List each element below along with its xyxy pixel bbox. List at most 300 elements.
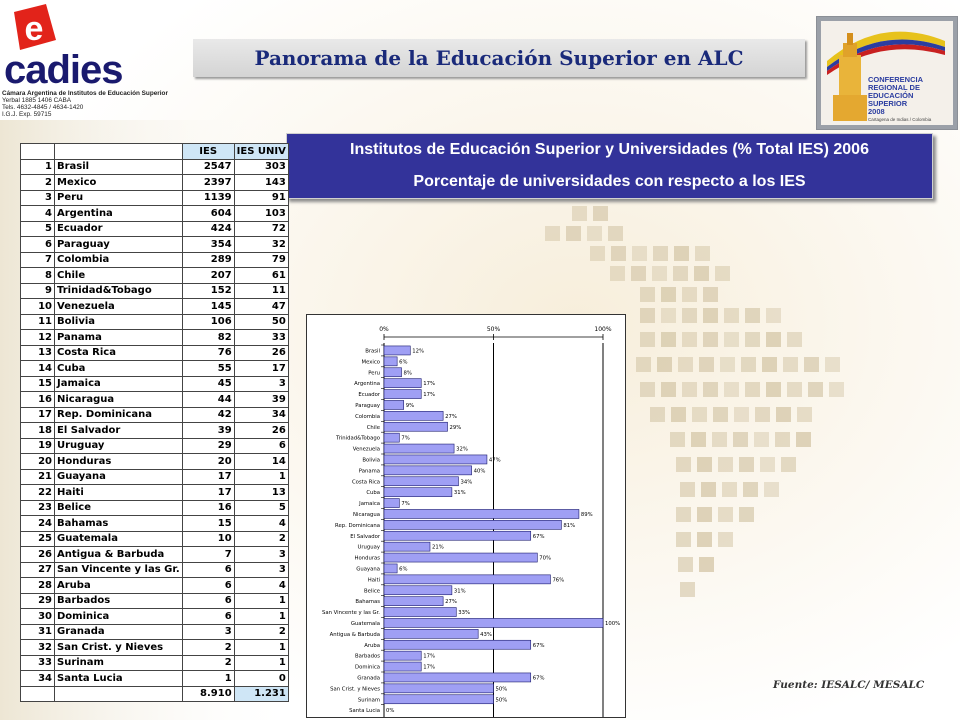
- row-ies: 424: [182, 221, 234, 237]
- header-ies-univ: IES UNIV: [234, 144, 288, 160]
- category-label: Uruguay: [357, 544, 380, 551]
- row-country: Costa Rica: [55, 345, 183, 361]
- value-label: 31%: [453, 490, 466, 497]
- x-tick-label: 50%: [486, 326, 501, 333]
- subtitle-line-2: Porcentaje de universidades con respecto a los IES: [413, 173, 806, 190]
- map-square: [695, 246, 710, 261]
- table-row: [21, 221, 289, 237]
- row-ies-univ: 103: [234, 206, 288, 222]
- row-index: 19: [21, 438, 55, 454]
- map-square: [718, 532, 733, 547]
- map-square: [718, 457, 733, 472]
- map-square: [703, 332, 718, 347]
- row-index: 3: [21, 190, 55, 206]
- row-ies: 2547: [182, 159, 234, 175]
- row-index: 17: [21, 407, 55, 423]
- row-ies-univ: 34: [234, 407, 288, 423]
- map-square: [671, 407, 686, 422]
- map-square: [680, 482, 695, 497]
- row-ies: 2: [182, 640, 234, 656]
- row-index: 18: [21, 423, 55, 439]
- row-country: Nicaragua: [55, 392, 183, 408]
- map-square: [661, 287, 676, 302]
- bar: [384, 662, 421, 671]
- map-square: [797, 407, 812, 422]
- bar: [384, 531, 531, 540]
- map-square: [766, 332, 781, 347]
- row-country: Antigua & Barbuda: [55, 547, 183, 563]
- map-square: [694, 266, 709, 281]
- row-index: 33: [21, 655, 55, 671]
- row-ies: 20: [182, 454, 234, 470]
- row-ies-univ: 17: [234, 361, 288, 377]
- map-square: [724, 382, 739, 397]
- row-index: 29: [21, 593, 55, 609]
- map-square: [713, 407, 728, 422]
- row-index: 9: [21, 283, 55, 299]
- table-row: [21, 578, 289, 594]
- row-ies-univ: 79: [234, 252, 288, 268]
- map-square: [754, 432, 769, 447]
- row-ies-univ: 91: [234, 190, 288, 206]
- map-square: [657, 357, 672, 372]
- category-label: Brasil: [365, 348, 380, 355]
- row-country: Dominica: [55, 609, 183, 625]
- table-row: [21, 314, 289, 330]
- row-country: Cuba: [55, 361, 183, 377]
- row-index: 22: [21, 485, 55, 501]
- map-square: [741, 357, 756, 372]
- row-index: 4: [21, 206, 55, 222]
- row-index: 32: [21, 640, 55, 656]
- map-square: [652, 266, 667, 281]
- map-square: [699, 357, 714, 372]
- category-label: Chile: [366, 424, 380, 431]
- value-label: 40%: [473, 468, 486, 475]
- row-country: Argentina: [55, 206, 183, 222]
- value-label: 67%: [532, 533, 545, 540]
- bar: [384, 673, 531, 682]
- bar: [384, 629, 478, 638]
- map-square: [590, 246, 605, 261]
- header-country-cell: [55, 144, 183, 160]
- value-label: 31%: [453, 588, 466, 595]
- map-square: [722, 482, 737, 497]
- map-square: [593, 206, 608, 221]
- category-label: Haiti: [367, 577, 380, 584]
- row-index: 34: [21, 671, 55, 687]
- category-label: Surinam: [357, 697, 380, 704]
- row-ies-univ: 3: [234, 547, 288, 563]
- value-label: 33%: [458, 610, 471, 617]
- category-label: Bahamas: [355, 599, 380, 606]
- category-label: Santa Lucia: [349, 708, 380, 715]
- value-label: 76%: [552, 577, 565, 584]
- map-square: [691, 432, 706, 447]
- value-label: 70%: [539, 555, 552, 562]
- map-square: [653, 246, 668, 261]
- row-index: 27: [21, 562, 55, 578]
- table-row: [21, 159, 289, 175]
- map-square: [678, 557, 693, 572]
- row-ies-univ: 4: [234, 578, 288, 594]
- map-square: [762, 357, 777, 372]
- row-country: Uruguay: [55, 438, 183, 454]
- source-note: Fuente: IESALC/ MESALC: [773, 679, 925, 691]
- bar: [384, 368, 402, 377]
- row-ies: 1: [182, 671, 234, 687]
- category-label: Honduras: [354, 555, 380, 562]
- table-row: [21, 485, 289, 501]
- row-country: Rep. Dominicana: [55, 407, 183, 423]
- category-label: San Vincente y las Gr.: [322, 610, 380, 617]
- value-label: 6%: [399, 359, 408, 366]
- value-label: 21%: [431, 544, 444, 551]
- row-ies: 76: [182, 345, 234, 361]
- totals-blank-1: [21, 686, 55, 702]
- logo-line-3: Tels. 4632-4845 / 4634-1420: [2, 104, 84, 111]
- table-row: [21, 609, 289, 625]
- row-ies-univ: 2: [234, 531, 288, 547]
- value-label: 43%: [480, 631, 492, 638]
- map-square: [766, 382, 781, 397]
- map-square: [697, 532, 712, 547]
- table-row: [21, 438, 289, 454]
- table-row: [21, 423, 289, 439]
- category-label: Trinidad&Tobago: [336, 435, 380, 442]
- category-label: Mexico: [361, 359, 380, 366]
- bar: [384, 608, 456, 617]
- value-label: 17%: [423, 381, 436, 388]
- table-row: [21, 531, 289, 547]
- map-square: [640, 287, 655, 302]
- table-row: [21, 206, 289, 222]
- bar: [384, 400, 404, 409]
- map-square: [674, 246, 689, 261]
- bar: [384, 499, 399, 508]
- value-label: 47%: [488, 457, 501, 464]
- row-index: 15: [21, 376, 55, 392]
- row-country: Bolivia: [55, 314, 183, 330]
- row-country: Colombia: [55, 252, 183, 268]
- map-square: [739, 457, 754, 472]
- map-square: [734, 407, 749, 422]
- subtitle-box: [286, 133, 933, 199]
- row-country: Peru: [55, 190, 183, 206]
- category-label: Granada: [357, 675, 380, 682]
- map-square: [587, 226, 602, 241]
- conference-caption: Cartagena de Indias / Colombia: [868, 117, 932, 122]
- row-ies: 44: [182, 392, 234, 408]
- x-tick-label: 0%: [379, 326, 389, 333]
- map-square: [610, 266, 625, 281]
- row-ies: 7: [182, 547, 234, 563]
- row-ies-univ: 0: [234, 671, 288, 687]
- bar-chart: [307, 315, 625, 717]
- row-ies-univ: 3: [234, 376, 288, 392]
- row-ies: 45: [182, 376, 234, 392]
- value-label: 67%: [532, 675, 545, 682]
- category-label: Panama: [358, 468, 380, 475]
- category-label: Belice: [363, 588, 380, 595]
- row-country: San Crist. y Nieves: [55, 640, 183, 656]
- value-label: 6%: [399, 566, 408, 573]
- row-ies: 152: [182, 283, 234, 299]
- row-country: Venezuela: [55, 299, 183, 315]
- value-label: 17%: [423, 653, 436, 660]
- table-row: [21, 407, 289, 423]
- row-ies: 82: [182, 330, 234, 346]
- row-country: Bahamas: [55, 516, 183, 532]
- category-label: El Salvador: [350, 533, 380, 540]
- subtitle-line-1: Institutos de Educación Superior y Universidades (% Total IES) 2006: [350, 141, 869, 158]
- row-index: 24: [21, 516, 55, 532]
- map-square: [776, 407, 791, 422]
- map-square: [703, 287, 718, 302]
- row-index: 30: [21, 609, 55, 625]
- bar: [384, 455, 487, 464]
- category-label: Venezuela: [352, 446, 380, 453]
- row-ies: 145: [182, 299, 234, 315]
- row-country: Guayana: [55, 469, 183, 485]
- row-country: Aruba: [55, 578, 183, 594]
- bar: [384, 422, 448, 431]
- row-country: Chile: [55, 268, 183, 284]
- totals-row: [21, 686, 289, 702]
- map-square: [680, 582, 695, 597]
- bar: [384, 618, 603, 627]
- row-ies: 17: [182, 485, 234, 501]
- category-label: Costa Rica: [351, 479, 380, 486]
- bar: [384, 651, 421, 660]
- map-square: [608, 226, 623, 241]
- bar: [384, 488, 452, 497]
- x-tick-label: 100%: [594, 326, 612, 333]
- value-label: 0%: [386, 708, 395, 715]
- map-square: [673, 266, 688, 281]
- title-bar: [193, 39, 805, 77]
- table-row: [21, 175, 289, 191]
- bar: [384, 477, 458, 486]
- row-ies-univ: 13: [234, 485, 288, 501]
- total-ies: 8.910: [182, 686, 234, 702]
- row-ies-univ: 39: [234, 392, 288, 408]
- row-ies: 39: [182, 423, 234, 439]
- table-row: [21, 392, 289, 408]
- row-ies-univ: 143: [234, 175, 288, 191]
- value-label: 7%: [401, 501, 410, 508]
- row-index: 20: [21, 454, 55, 470]
- row-country: Granada: [55, 624, 183, 640]
- category-label: Jamaica: [359, 501, 380, 508]
- map-square: [703, 382, 718, 397]
- map-square: [632, 246, 647, 261]
- map-square: [718, 507, 733, 522]
- row-index: 7: [21, 252, 55, 268]
- map-square: [764, 482, 779, 497]
- row-country: Santa Lucia: [55, 671, 183, 687]
- map-square: [545, 226, 560, 241]
- data-table: [20, 143, 289, 702]
- bar: [384, 520, 561, 529]
- logo-line-1: Cámara Argentina de Institutos de Educación Superior: [2, 90, 168, 97]
- header-index-cell: [21, 144, 55, 160]
- value-label: 9%: [405, 402, 415, 409]
- row-ies: 6: [182, 578, 234, 594]
- table-row: [21, 237, 289, 253]
- bar: [384, 346, 410, 355]
- table-row: [21, 454, 289, 470]
- row-ies-univ: 6: [234, 438, 288, 454]
- row-index: 31: [21, 624, 55, 640]
- value-label: 27%: [445, 599, 457, 606]
- row-ies: 15: [182, 516, 234, 532]
- row-ies: 29: [182, 438, 234, 454]
- row-country: Belice: [55, 500, 183, 516]
- map-square: [701, 482, 716, 497]
- row-index: 2: [21, 175, 55, 191]
- table-row: [21, 593, 289, 609]
- map-square: [611, 246, 626, 261]
- value-label: 8%: [403, 370, 412, 377]
- map-square: [733, 432, 748, 447]
- table-row: [21, 299, 289, 315]
- row-country: Mexico: [55, 175, 183, 191]
- map-square: [796, 432, 811, 447]
- map-square: [745, 308, 760, 323]
- row-ies-univ: 50: [234, 314, 288, 330]
- row-index: 10: [21, 299, 55, 315]
- value-label: 17%: [423, 392, 436, 399]
- e-logo-icon: [6, 2, 58, 54]
- map-square: [650, 407, 665, 422]
- map-square: [743, 482, 758, 497]
- bar: [384, 390, 421, 399]
- row-country: Guatemala: [55, 531, 183, 547]
- value-label: 17%: [423, 664, 436, 671]
- category-label: Ecuador: [358, 392, 380, 399]
- row-ies-univ: 2: [234, 624, 288, 640]
- map-square: [715, 266, 730, 281]
- map-square: [678, 357, 693, 372]
- map-square: [783, 357, 798, 372]
- row-index: 14: [21, 361, 55, 377]
- row-ies: 604: [182, 206, 234, 222]
- row-ies-univ: 5: [234, 500, 288, 516]
- row-ies-univ: 26: [234, 423, 288, 439]
- bar: [384, 597, 443, 606]
- row-ies-univ: 33: [234, 330, 288, 346]
- table-row: [21, 562, 289, 578]
- category-label: Cuba: [366, 490, 380, 497]
- table-row: [21, 500, 289, 516]
- row-ies: 55: [182, 361, 234, 377]
- row-ies: 1139: [182, 190, 234, 206]
- value-label: 7%: [401, 435, 410, 442]
- map-square: [804, 357, 819, 372]
- total-ies-univ: 1.231: [234, 686, 288, 702]
- table-row: [21, 190, 289, 206]
- row-country: Surinam: [55, 655, 183, 671]
- map-square: [766, 308, 781, 323]
- value-label: 27%: [445, 413, 457, 420]
- row-ies-univ: 47: [234, 299, 288, 315]
- row-ies: 354: [182, 237, 234, 253]
- table-row: [21, 469, 289, 485]
- table-row: [21, 624, 289, 640]
- row-country: Panama: [55, 330, 183, 346]
- map-square: [682, 332, 697, 347]
- conference-text: CONFERENCIA REGIONAL DE EDUCACIÓN SUPERIOR 2008: [868, 75, 924, 116]
- e-logo-letter: e: [24, 10, 44, 48]
- category-label: Guayana: [356, 566, 380, 573]
- map-square: [676, 507, 691, 522]
- bar: [384, 553, 537, 562]
- map-square: [739, 507, 754, 522]
- map-square: [661, 382, 676, 397]
- category-label: Nicaragua: [353, 511, 380, 518]
- category-label: Colombia: [355, 413, 380, 420]
- map-square: [697, 507, 712, 522]
- table-row: [21, 376, 289, 392]
- row-ies: 6: [182, 562, 234, 578]
- bar: [384, 640, 531, 649]
- row-index: 23: [21, 500, 55, 516]
- map-square: [724, 332, 739, 347]
- row-country: Trinidad&Tobago: [55, 283, 183, 299]
- row-country: Ecuador: [55, 221, 183, 237]
- table-row: [21, 345, 289, 361]
- row-country: Haiti: [55, 485, 183, 501]
- map-square: [676, 532, 691, 547]
- row-index: 13: [21, 345, 55, 361]
- map-square: [808, 382, 823, 397]
- map-square: [682, 382, 697, 397]
- table-row: [21, 252, 289, 268]
- row-country: Honduras: [55, 454, 183, 470]
- row-ies-univ: 26: [234, 345, 288, 361]
- map-square: [661, 332, 676, 347]
- map-square: [825, 357, 840, 372]
- row-index: 11: [21, 314, 55, 330]
- map-square: [745, 332, 760, 347]
- bar: [384, 357, 397, 366]
- row-ies: 2: [182, 655, 234, 671]
- map-square: [703, 308, 718, 323]
- table-row: [21, 268, 289, 284]
- category-label: Argentina: [354, 381, 380, 388]
- chart-panel: [306, 314, 626, 718]
- brand-name: cadies: [4, 48, 123, 92]
- table-row: [21, 330, 289, 346]
- row-index: 16: [21, 392, 55, 408]
- row-index: 25: [21, 531, 55, 547]
- map-square: [760, 457, 775, 472]
- row-ies-univ: 1: [234, 655, 288, 671]
- logo-line-2: Yerbal 1885 1406 CABA: [2, 97, 72, 104]
- category-label: Bolivia: [362, 457, 380, 464]
- category-label: Aruba: [364, 642, 380, 649]
- row-ies: 10: [182, 531, 234, 547]
- row-index: 5: [21, 221, 55, 237]
- map-square: [566, 226, 581, 241]
- row-index: 28: [21, 578, 55, 594]
- map-square: [697, 457, 712, 472]
- row-ies-univ: 3: [234, 562, 288, 578]
- value-label: 50%: [495, 697, 508, 704]
- bar: [384, 433, 399, 442]
- row-index: 26: [21, 547, 55, 563]
